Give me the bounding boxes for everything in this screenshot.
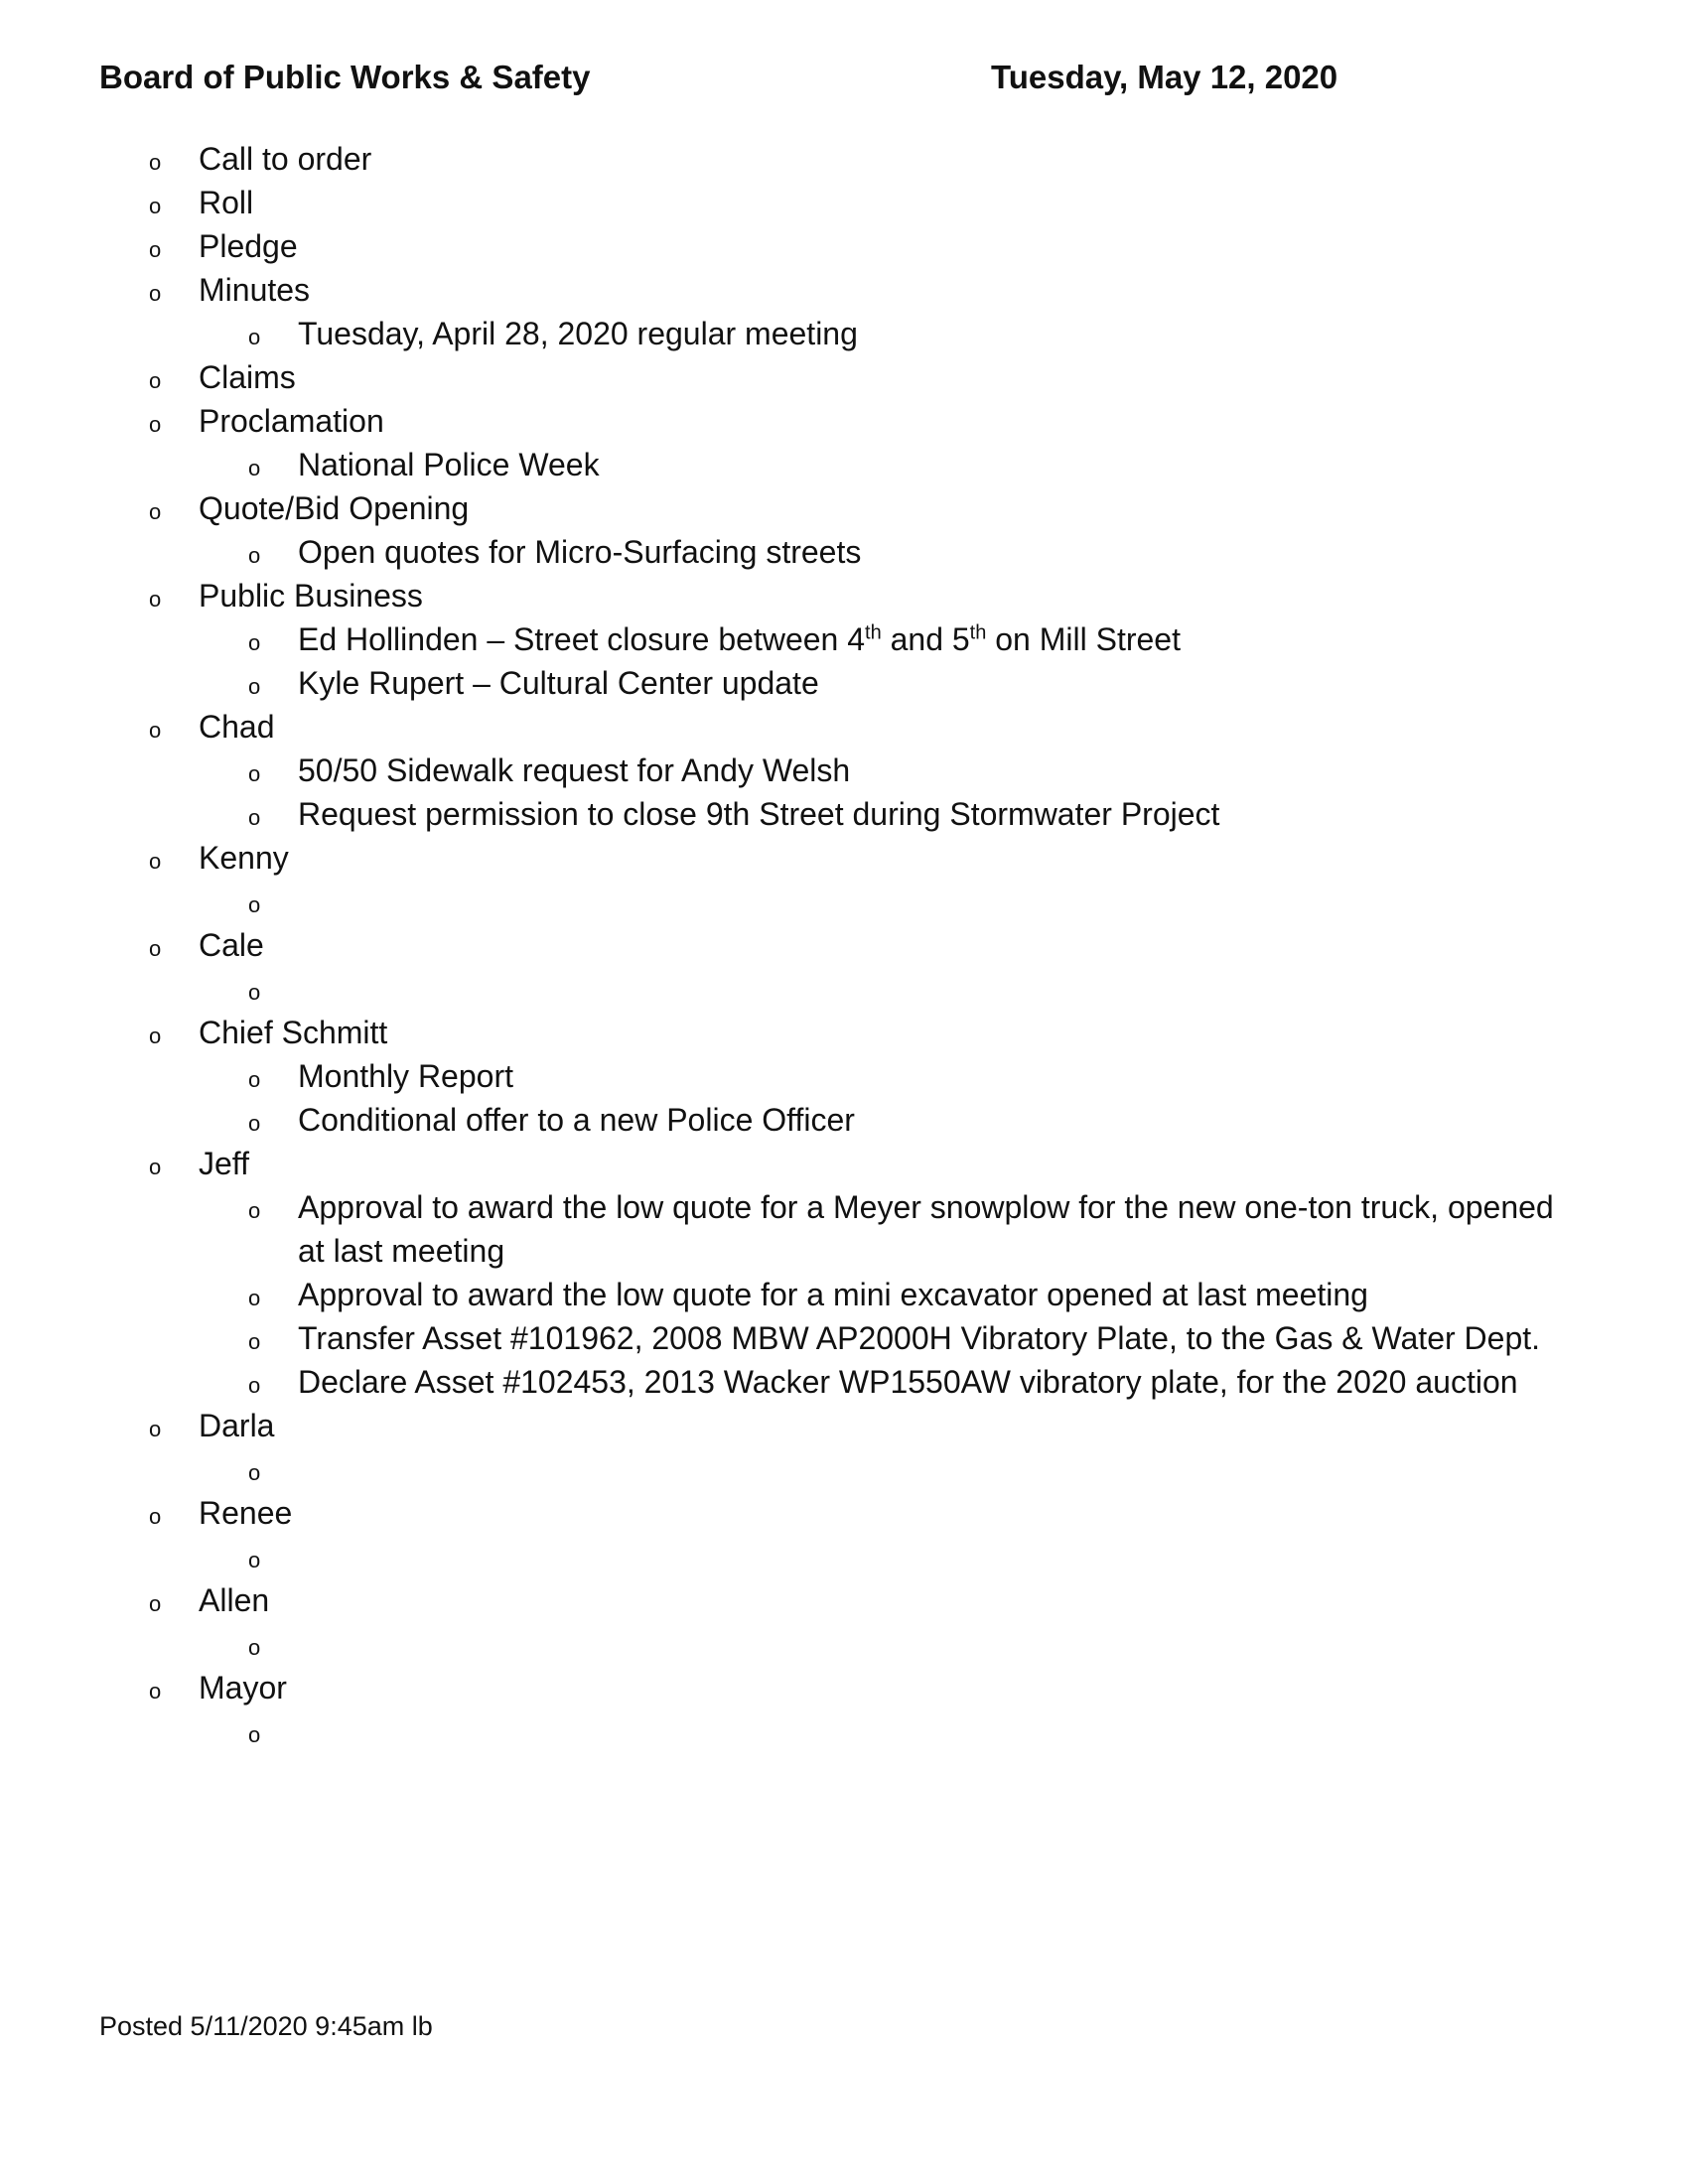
bullet-circle-icon: o	[248, 1373, 261, 1398]
bullet-circle-icon: o	[149, 499, 162, 524]
meeting-date: Tuesday, May 12, 2020	[991, 59, 1338, 95]
agenda-item	[0, 574, 1688, 617]
agenda-item	[0, 1011, 1688, 1054]
agenda-item	[0, 923, 1688, 967]
bullet-circle-icon: o	[149, 368, 162, 393]
text-segment: and 5	[881, 621, 970, 657]
agenda-item	[0, 137, 1688, 181]
bullet-circle-icon: o	[248, 805, 261, 830]
agenda-item-text: Mayor	[199, 1670, 287, 1706]
text-segment: Ed Hollinden – Street closure between 4	[298, 621, 866, 657]
agenda-item-text: Roll	[199, 185, 254, 220]
bullet-circle-icon: o	[149, 718, 162, 743]
agenda-item-text: Renee	[199, 1495, 293, 1531]
agenda-subitem	[0, 312, 1688, 355]
bullet-circle-icon: o	[149, 1024, 162, 1048]
agenda-item-text: Kyle Rupert – Cultural Center update	[298, 665, 819, 701]
bullet-circle-icon: o	[149, 587, 162, 612]
bullet-circle-icon: o	[149, 281, 162, 306]
agenda-item-text	[298, 1447, 1579, 1491]
agenda-item	[0, 399, 1688, 443]
agenda-item-text: Call to order	[199, 141, 372, 177]
agenda-item-text: Transfer Asset #101962, 2008 MBW AP2000H Vibratory Plate, to the Gas & Water Dept.	[298, 1320, 1541, 1356]
bullet-circle-icon: o	[149, 1504, 162, 1529]
agenda-list	[0, 137, 1688, 1753]
agenda-item-text: Kenny	[199, 840, 289, 876]
agenda-subitem	[0, 749, 1688, 792]
bullet-circle-icon: o	[248, 674, 261, 699]
agenda-item-text: Quote/Bid Opening	[199, 490, 470, 526]
agenda-subitem	[0, 443, 1688, 486]
bullet-circle-icon: o	[149, 194, 162, 218]
agenda-subitem	[0, 1622, 1688, 1666]
posted-note: Posted 5/11/2020 9:45am lb	[99, 2011, 433, 2041]
agenda-item-text	[298, 617, 1579, 661]
agenda-item-text: Chief Schmitt	[199, 1015, 388, 1050]
bullet-circle-icon: o	[248, 1067, 261, 1092]
agenda-item-text: Conditional offer to a new Police Officer	[298, 1102, 855, 1138]
agenda-item-text: Request permission to close 9th Street during Stormwater Project	[298, 796, 1220, 832]
bullet-circle-icon: o	[149, 1591, 162, 1616]
agenda-item	[0, 355, 1688, 399]
bullet-circle-icon: o	[149, 150, 162, 175]
bullet-circle-icon: o	[149, 237, 162, 262]
agenda-item-text: Allen	[199, 1582, 270, 1618]
agenda-subitem	[0, 1098, 1688, 1142]
bullet-circle-icon: o	[248, 630, 261, 655]
agenda-item-text: National Police Week	[298, 447, 600, 482]
agenda-item	[0, 268, 1688, 312]
bullet-circle-icon: o	[248, 761, 261, 786]
bullet-circle-icon: o	[149, 936, 162, 961]
agenda-item	[0, 1666, 1688, 1709]
agenda-subitem	[0, 1054, 1688, 1098]
agenda-item-text: Approval to award the low quote for a Meyer snowplow for the new one-ton truck, opened at last meeting	[298, 1189, 1554, 1269]
agenda-item	[0, 224, 1688, 268]
agenda-subitem	[0, 661, 1688, 705]
bullet-circle-icon: o	[149, 1155, 162, 1179]
bullet-circle-icon: o	[248, 1722, 261, 1747]
bullet-circle-icon: o	[248, 1635, 261, 1660]
agenda-subitem	[0, 967, 1688, 1011]
bullet-circle-icon: o	[149, 849, 162, 874]
bullet-circle-icon: o	[149, 1679, 162, 1704]
agenda-item-text: Proclamation	[199, 403, 384, 439]
bullet-circle-icon: o	[248, 1198, 261, 1223]
bullet-circle-icon: o	[248, 456, 261, 480]
bullet-circle-icon: o	[248, 543, 261, 568]
agenda-item-text: Open quotes for Micro-Surfacing streets	[298, 534, 862, 570]
agenda-item	[0, 1491, 1688, 1535]
agenda-item	[0, 1404, 1688, 1447]
agenda-item-text: Darla	[199, 1408, 275, 1443]
agenda-item	[0, 836, 1688, 880]
bullet-circle-icon: o	[248, 1460, 261, 1485]
bullet-circle-icon: o	[248, 980, 261, 1005]
agenda-subitem	[0, 880, 1688, 923]
agenda-item	[0, 181, 1688, 224]
bullet-circle-icon: o	[149, 412, 162, 437]
agenda-subitem	[0, 617, 1688, 661]
text-segment: on Mill Street	[986, 621, 1181, 657]
agenda-subitem	[0, 1185, 1688, 1273]
bullet-circle-icon: o	[248, 892, 261, 917]
agenda-item	[0, 705, 1688, 749]
agenda-item-text: Public Business	[199, 578, 423, 614]
agenda-item-text: Minutes	[199, 272, 311, 308]
agenda-subitem	[0, 530, 1688, 574]
agenda-item	[0, 1142, 1688, 1185]
agenda-item-text	[298, 1535, 1579, 1578]
agenda-item-text	[298, 1622, 1579, 1666]
ordinal-suffix: th	[865, 621, 882, 644]
agenda-subitem	[0, 792, 1688, 836]
agenda-item-text	[298, 880, 1579, 923]
agenda-subitem	[0, 1535, 1688, 1578]
page-title: Board of Public Works & Safety	[99, 59, 591, 95]
agenda-item-text: Cale	[199, 927, 264, 963]
agenda-subitem	[0, 1447, 1688, 1491]
bullet-circle-icon: o	[248, 1111, 261, 1136]
agenda-item-text: Claims	[199, 359, 296, 395]
bullet-circle-icon: o	[149, 1417, 162, 1441]
agenda-item-text: Declare Asset #102453, 2013 Wacker WP1550AW vibratory plate, for the 2020 auction	[298, 1364, 1518, 1400]
agenda-item-text: Tuesday, April 28, 2020 regular meeting	[298, 316, 858, 351]
agenda-item	[0, 1578, 1688, 1622]
bullet-circle-icon: o	[248, 1329, 261, 1354]
agenda-item-text: Monthly Report	[298, 1058, 513, 1094]
agenda-item-text	[298, 1709, 1579, 1753]
agenda-item-text: 50/50 Sidewalk request for Andy Welsh	[298, 752, 851, 788]
bullet-circle-icon: o	[248, 1548, 261, 1572]
agenda-item-text: Jeff	[199, 1146, 249, 1181]
agenda-item-text: Pledge	[199, 228, 298, 264]
agenda-subitem	[0, 1709, 1688, 1753]
bullet-circle-icon: o	[248, 1286, 261, 1310]
agenda-item-text: Approval to award the low quote for a mini excavator opened at last meeting	[298, 1277, 1368, 1312]
agenda-subitem	[0, 1273, 1688, 1316]
agenda-item-text: Chad	[199, 709, 275, 745]
agenda-subitem	[0, 1360, 1688, 1404]
agenda-item-text	[298, 967, 1579, 1011]
ordinal-suffix: th	[969, 621, 987, 644]
bullet-circle-icon: o	[248, 325, 261, 349]
agenda-subitem	[0, 1316, 1688, 1360]
agenda-item	[0, 486, 1688, 530]
